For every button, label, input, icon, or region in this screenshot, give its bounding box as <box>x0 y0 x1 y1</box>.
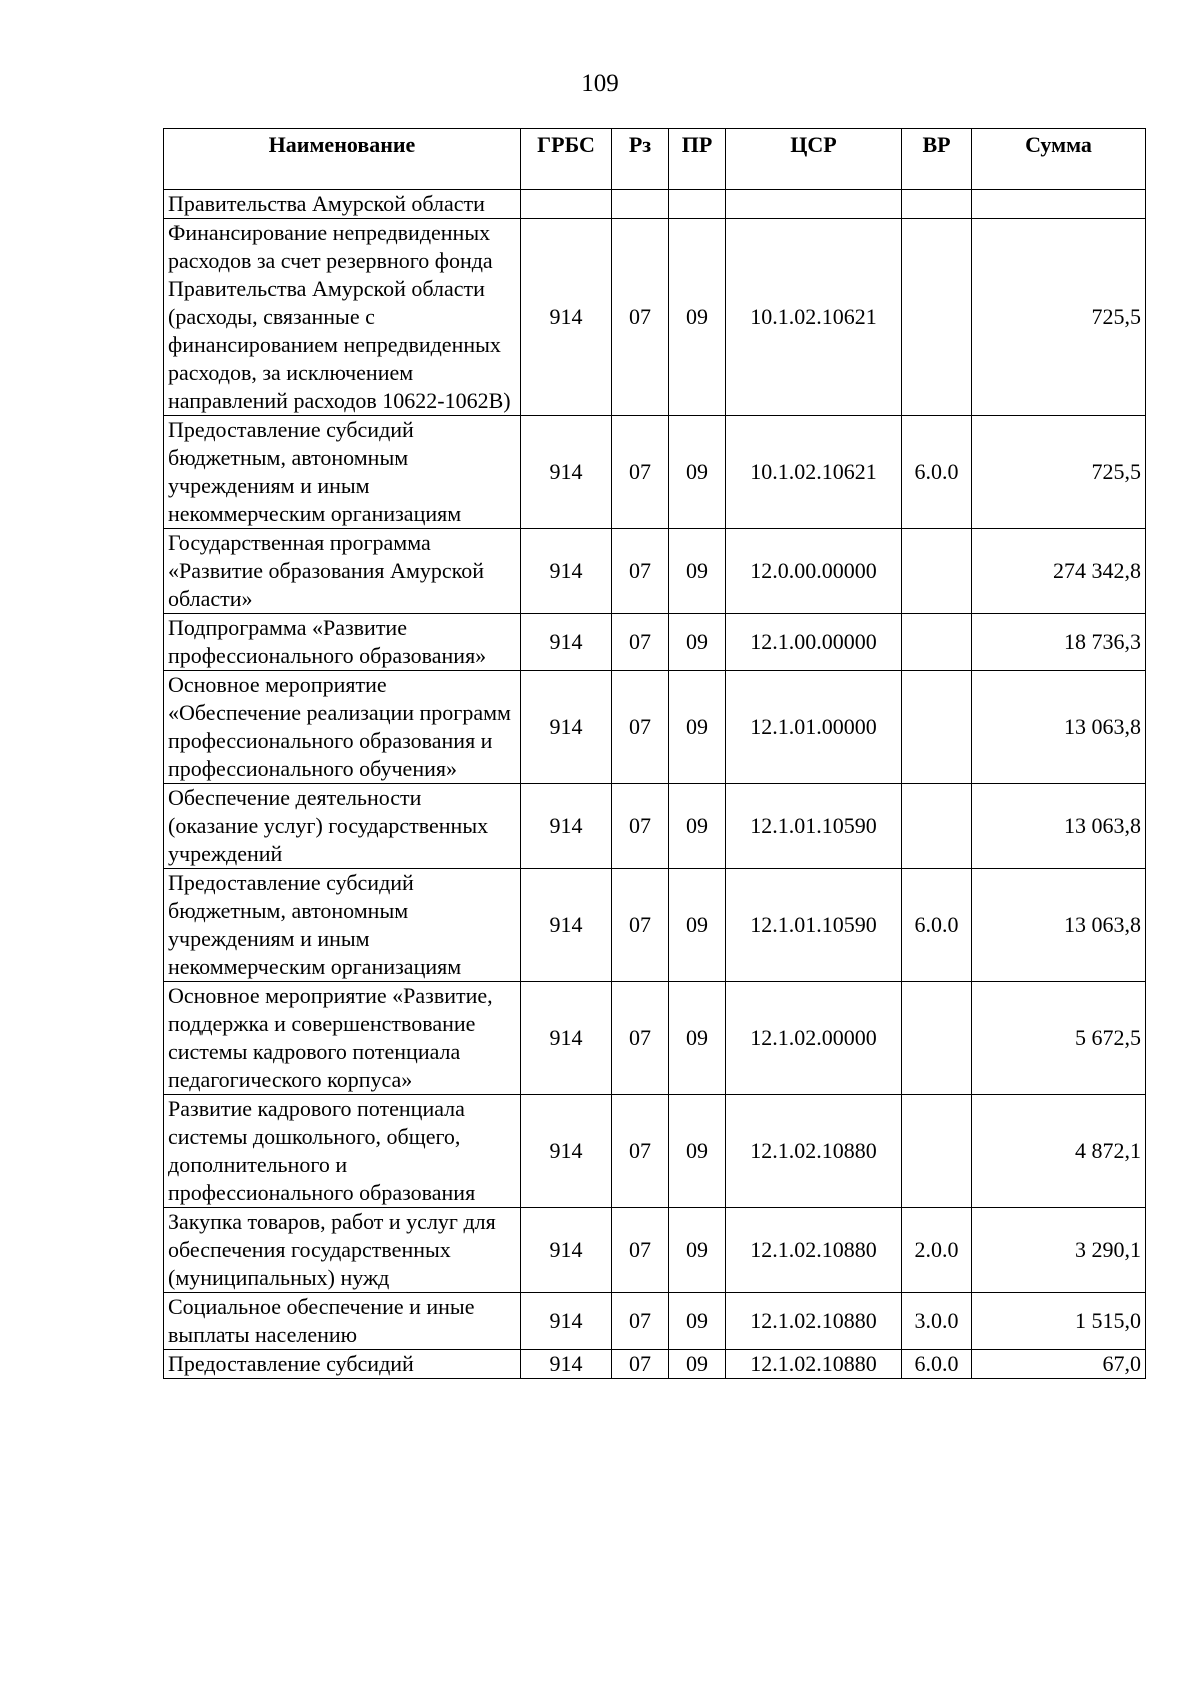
cell-rz: 07 <box>612 219 669 416</box>
cell-rz: 07 <box>612 784 669 869</box>
cell-pr: 09 <box>669 1095 726 1208</box>
cell-sum: 5 672,5 <box>972 982 1146 1095</box>
cell-grbs: 914 <box>521 1293 612 1350</box>
table-row <box>164 529 1146 614</box>
cell-csr: 12.1.01.10590 <box>726 869 902 982</box>
cell-rz: 07 <box>612 1293 669 1350</box>
cell-sum: 3 290,1 <box>972 1208 1146 1293</box>
cell-csr: 10.1.02.10621 <box>726 219 902 416</box>
cell-sum: 274 342,8 <box>972 529 1146 614</box>
table-row <box>164 416 1146 529</box>
cell-csr: 12.1.01.10590 <box>726 784 902 869</box>
cell-grbs: 914 <box>521 982 612 1095</box>
header-sum: Сумма <box>972 129 1146 190</box>
cell-rz: 07 <box>612 1208 669 1293</box>
cell-pr: 09 <box>669 1350 726 1379</box>
cell-rz <box>612 190 669 219</box>
cell-name: Предоставление субсидий бюджетным, автономным учреждениям и иным некоммерческим организациям <box>164 416 521 529</box>
cell-grbs: 914 <box>521 671 612 784</box>
cell-pr: 09 <box>669 784 726 869</box>
cell-csr: 12.1.02.10880 <box>726 1208 902 1293</box>
header-grbs: ГРБС <box>521 129 612 190</box>
cell-csr <box>726 190 902 219</box>
table-row <box>164 219 1146 416</box>
cell-sum: 13 063,8 <box>972 784 1146 869</box>
cell-pr <box>669 190 726 219</box>
cell-vr <box>902 671 972 784</box>
cell-name: Обеспечение деятельности (оказание услуг) государственных учреждений <box>164 784 521 869</box>
cell-rz: 07 <box>612 671 669 784</box>
cell-sum: 13 063,8 <box>972 869 1146 982</box>
cell-rz: 07 <box>612 982 669 1095</box>
cell-pr: 09 <box>669 219 726 416</box>
cell-name: Подпрограмма «Развитие профессионального образования» <box>164 614 521 671</box>
table-row <box>164 1208 1146 1293</box>
cell-vr: 2.0.0 <box>902 1208 972 1293</box>
cell-csr: 10.1.02.10621 <box>726 416 902 529</box>
cell-csr: 12.1.02.10880 <box>726 1293 902 1350</box>
cell-name: Социальное обеспечение и иные выплаты населению <box>164 1293 521 1350</box>
cell-pr: 09 <box>669 869 726 982</box>
cell-vr: 6.0.0 <box>902 1350 972 1379</box>
cell-sum: 725,5 <box>972 219 1146 416</box>
cell-grbs: 914 <box>521 219 612 416</box>
cell-grbs: 914 <box>521 1208 612 1293</box>
budget-table <box>163 128 1146 1379</box>
cell-sum: 18 736,3 <box>972 614 1146 671</box>
header-rz: Рз <box>612 129 669 190</box>
cell-vr <box>902 784 972 869</box>
cell-csr: 12.1.02.10880 <box>726 1095 902 1208</box>
cell-name: Основное мероприятие «Обеспечение реализации программ профессионального образования и профессионального обучения» <box>164 671 521 784</box>
cell-csr: 12.1.00.00000 <box>726 614 902 671</box>
cell-vr <box>902 1095 972 1208</box>
cell-grbs: 914 <box>521 784 612 869</box>
cell-rz: 07 <box>612 614 669 671</box>
header-name: Наименование <box>164 129 521 190</box>
header-pr: ПР <box>669 129 726 190</box>
cell-pr: 09 <box>669 982 726 1095</box>
page-number: 109 <box>581 70 619 97</box>
cell-pr: 09 <box>669 529 726 614</box>
table-row <box>164 1293 1146 1350</box>
cell-rz: 07 <box>612 1095 669 1208</box>
cell-rz: 07 <box>612 1350 669 1379</box>
cell-name: Основное мероприятие «Развитие, поддержка и совершенствование системы кадрового потенциала педагогического корпуса» <box>164 982 521 1095</box>
cell-vr <box>902 190 972 219</box>
cell-rz: 07 <box>612 869 669 982</box>
cell-name: Развитие кадрового потенциала системы дошкольного, общего, дополнительного и профессионального образования <box>164 1095 521 1208</box>
cell-vr: 6.0.0 <box>902 869 972 982</box>
header-csr: ЦСР <box>726 129 902 190</box>
table-row <box>164 190 1146 219</box>
cell-vr <box>902 529 972 614</box>
cell-vr <box>902 982 972 1095</box>
cell-rz: 07 <box>612 529 669 614</box>
cell-sum: 4 872,1 <box>972 1095 1146 1208</box>
cell-grbs: 914 <box>521 529 612 614</box>
table-header-row <box>164 129 1146 190</box>
header-vr: ВР <box>902 129 972 190</box>
cell-pr: 09 <box>669 416 726 529</box>
cell-sum: 1 515,0 <box>972 1293 1146 1350</box>
cell-pr: 09 <box>669 1293 726 1350</box>
cell-sum: 13 063,8 <box>972 671 1146 784</box>
cell-name: Финансирование непредвиденных расходов за счет резервного фонда Правительства Амурской области (расходы, связанные с финансированием непредвиденных расходов, за исключением направлений расходов 10622-1062В) <box>164 219 521 416</box>
table-row <box>164 671 1146 784</box>
cell-name: Предоставление субсидий <box>164 1350 521 1379</box>
table-row <box>164 869 1146 982</box>
cell-name: Закупка товаров, работ и услуг для обеспечения государственных (муниципальных) нужд <box>164 1208 521 1293</box>
cell-pr: 09 <box>669 1208 726 1293</box>
cell-sum: 725,5 <box>972 416 1146 529</box>
cell-grbs <box>521 190 612 219</box>
cell-csr: 12.1.01.00000 <box>726 671 902 784</box>
cell-name: Правительства Амурской области <box>164 190 521 219</box>
cell-grbs: 914 <box>521 416 612 529</box>
cell-csr: 12.1.02.00000 <box>726 982 902 1095</box>
cell-csr: 12.1.02.10880 <box>726 1350 902 1379</box>
cell-grbs: 914 <box>521 614 612 671</box>
cell-sum <box>972 190 1146 219</box>
cell-sum: 67,0 <box>972 1350 1146 1379</box>
cell-vr: 6.0.0 <box>902 416 972 529</box>
cell-name: Предоставление субсидий бюджетным, автономным учреждениям и иным некоммерческим организациям <box>164 869 521 982</box>
cell-csr: 12.0.00.00000 <box>726 529 902 614</box>
cell-pr: 09 <box>669 614 726 671</box>
cell-grbs: 914 <box>521 1350 612 1379</box>
cell-grbs: 914 <box>521 1095 612 1208</box>
cell-grbs: 914 <box>521 869 612 982</box>
table-row <box>164 982 1146 1095</box>
cell-vr <box>902 614 972 671</box>
cell-vr <box>902 219 972 416</box>
table-row <box>164 614 1146 671</box>
table-row <box>164 1350 1146 1379</box>
cell-rz: 07 <box>612 416 669 529</box>
cell-vr: 3.0.0 <box>902 1293 972 1350</box>
table-row <box>164 784 1146 869</box>
table-row <box>164 1095 1146 1208</box>
cell-pr: 09 <box>669 671 726 784</box>
cell-name: Государственная программа «Развитие образования Амурской области» <box>164 529 521 614</box>
